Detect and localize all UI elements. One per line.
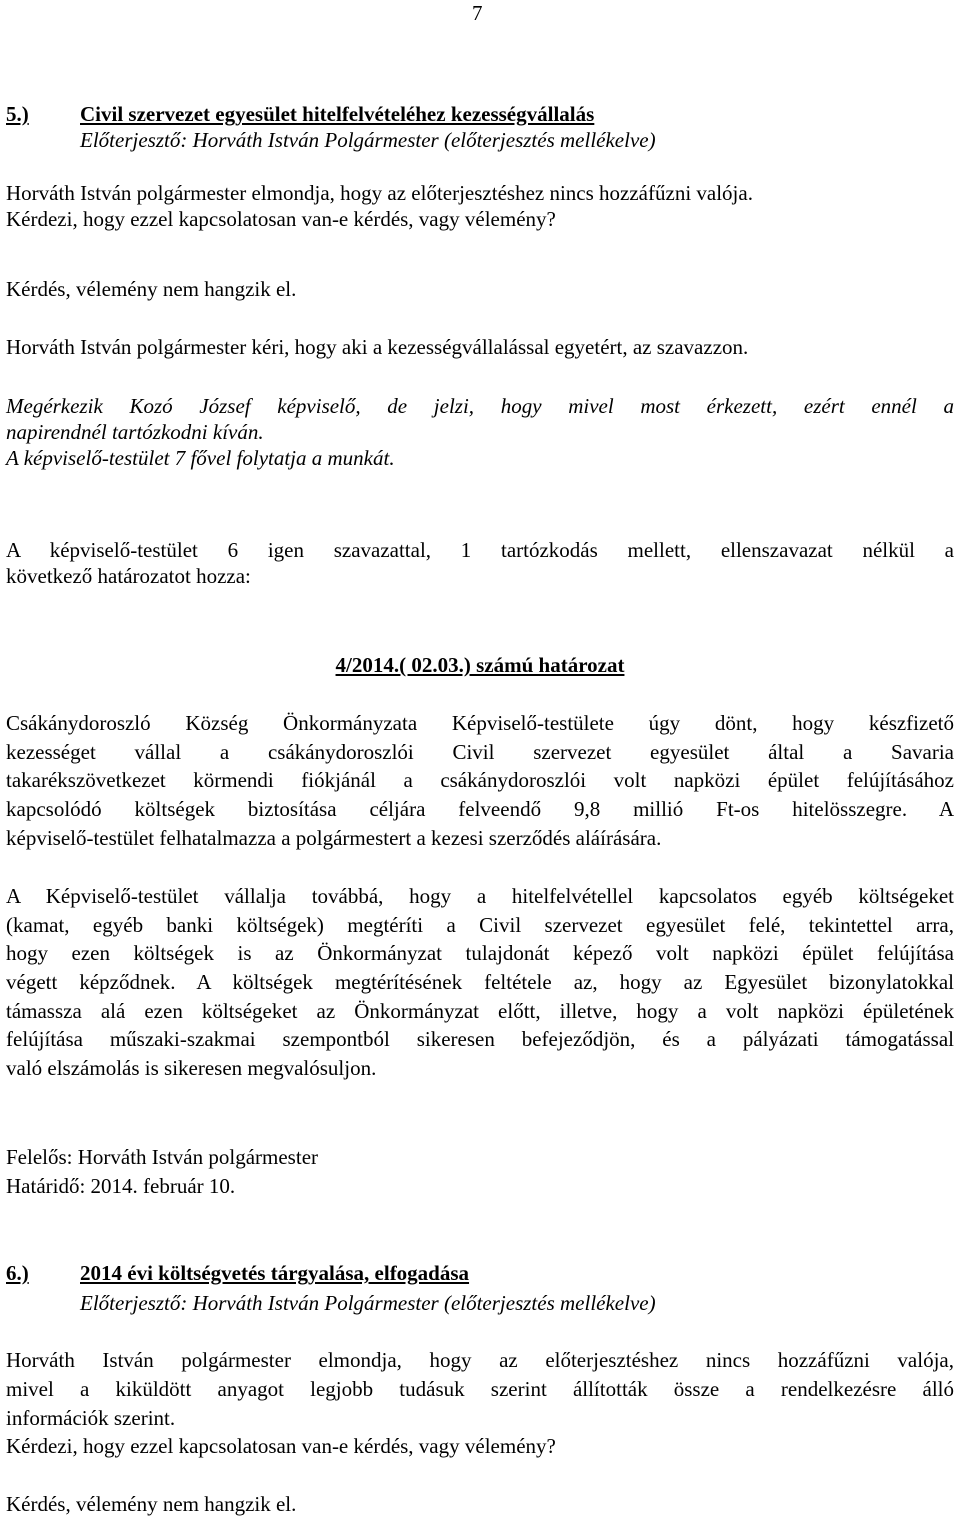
res-p1-line2: kezességet vállal a csákánydoroszlói Civil szervezet egyesület által a Savaria (6, 740, 954, 764)
res-p2-line2: (kamat, egyéb banki költségek) megtéríti a Civil szervezet egyesület felé, tekintettel arra, (6, 913, 954, 937)
item6-p1-line2: mivel a kiküldött anyagot legjobb tudásuk szerint állították össze a rendelkezésre álló (6, 1377, 954, 1401)
page-number: 7 (472, 1, 483, 25)
item5-p4-line1: Megérkezik Kozó József képviselő, de jelzi, hogy mivel most érkezett, ezért ennél a (6, 394, 954, 418)
res-p1-line5: képviselő-testület felhatalmazza a polgármestert a kezesi szerződés aláírására. (6, 826, 662, 850)
item5-p4-line3: A képviselő-testület 7 fővel folytatja a munkát. (6, 446, 395, 470)
res-p2-line3: hogy ezen költségek is az Önkormányzat tulajdonát képező volt napközi épület felújítása (6, 941, 954, 965)
res-p2-line5: támassza alá ezen költségeket az Önkormányzat előtt, illetve, hogy a volt napközi épületének (6, 999, 954, 1023)
item6-p1-line3: információk szerint. (6, 1406, 176, 1430)
item6-presenter: Előterjesztő: Horváth István Polgármester (előterjesztés mellékelve) (80, 1291, 656, 1315)
resolution-title: 4/2014.( 02.03.) számú határozat (335, 653, 625, 677)
item5-p1-line1: Horváth István polgármester elmondja, hogy az előterjesztéshez nincs hozzáfűzni valója. (6, 181, 753, 205)
item6-p1-line1: Horváth István polgármester elmondja, hogy az előterjesztéshez nincs hozzáfűzni valója, (6, 1348, 954, 1372)
item6-p2: Kérdés, vélemény nem hangzik el. (6, 1492, 297, 1516)
vote-line2: következő határozatot hozza: (6, 564, 251, 588)
item5-p1-line2: Kérdezi, hogy ezzel kapcsolatosan van-e kérdés, vagy vélemény? (6, 207, 556, 231)
res-p2-line6: felújítása műszaki-szakmai szempontból sikeresen befejeződjön, és a pályázati támogatással (6, 1027, 954, 1051)
res-p1-line1: Csákánydoroszló Község Önkormányzata Képviselő-testülete úgy dönt, hogy készfizető (6, 711, 954, 735)
item5-p4-line2: napirendnél tartózkodni kíván. (6, 420, 264, 444)
res-p1-line4: kapcsolódó költségek biztosítása céljára felveendő 9,8 millió Ft-os hitelösszegre. A (6, 797, 954, 821)
item5-presenter: Előterjesztő: Horváth István Polgármester (előterjesztés mellékelve) (80, 128, 656, 152)
res-p1-line3: takarékszövetkezet körmendi fiókjánál a csákánydoroszlói volt napközi épület felújításához (6, 768, 954, 792)
responsible: Felelős: Horváth István polgármester (6, 1145, 319, 1169)
item5-number: 5.) (6, 102, 29, 126)
item6-number: 6.) (6, 1261, 29, 1285)
res-p2-line4: végett képződnek. A költségek megtérítésének feltétele az, hogy az Egyesület bizonylatokkal (6, 970, 954, 994)
item6-title: 2014 évi költségvetés tárgyalása, elfogadása (80, 1261, 470, 1285)
res-p2-line7: való elszámolás is sikeresen megvalósuljon. (6, 1056, 377, 1080)
item5-title: Civil szervezet egyesület hitelfelvételéhez kezességvállalás (80, 102, 595, 126)
deadline: Határidő: 2014. február 10. (6, 1174, 236, 1198)
res-p2-line1: A Képviselő-testület vállalja továbbá, hogy a hitelfelvétellel kapcsolatos egyéb költségeket (6, 884, 954, 908)
item6-p1-line4: Kérdezi, hogy ezzel kapcsolatosan van-e kérdés, vagy vélemény? (6, 1434, 556, 1458)
vote-line1: A képviselő-testület 6 igen szavazattal, 1 tartózkodás mellett, ellenszavazat nélkül a (6, 538, 954, 562)
item5-p3: Horváth István polgármester kéri, hogy aki a kezességvállalással egyetért, az szavazzon. (6, 335, 749, 359)
item5-p2: Kérdés, vélemény nem hangzik el. (6, 277, 297, 301)
